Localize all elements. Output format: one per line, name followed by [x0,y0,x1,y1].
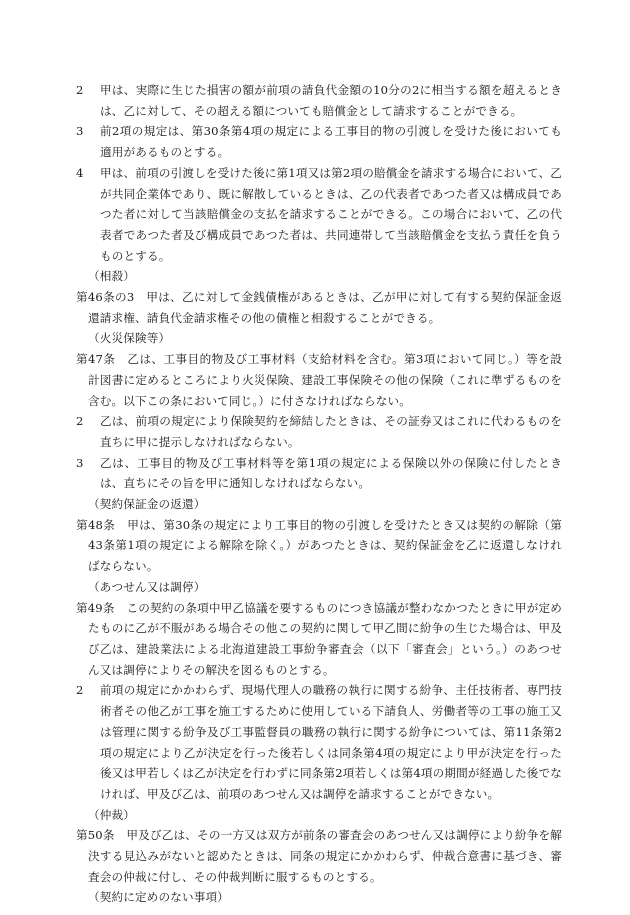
paragraph-number: 3 [76,124,84,139]
article-text: 甲は、乙に対して金銭債権があるときは、乙が甲に対して有する契約保証金返還請求権、請負代金請求権その他の債権と相殺することができる。 [88,290,562,325]
document-body [76,80,562,908]
caption-mediation: （あつせん又は調停） [88,579,206,594]
paragraph-text: 前2項の規定は、第30条第4項の規定による工事目的物の引渡しを受けた後においても適用があるものとする。 [100,124,562,160]
paragraph-49-2 [76,680,562,804]
article-number: 第47条 [76,352,116,367]
paragraph-text: 甲は、前項の引渡しを受けた後に第1項又は第2項の賠償金を請求する場合において、乙が共同企業体であり、既に解散しているときは、乙の代表者であつた者又は構成員であつた者に対して当該賠償金の支払を請求することができる。この場合において、乙の代表者であつた者及び構成員であつた者は、共同連帯して当該賠償金を支払う責任を負うものとする。 [100,165,562,263]
caption-arbitration: （仲裁） [88,807,135,822]
article-text: この契約の条項中甲乙協議を要するものにつき協議が整わなかつたときに甲が定めたものに乙が不服がある場合その他この契約に関して甲乙間に紛争の生じた場合は、甲及び乙は、建設業法による北海道建設工事紛争審査会（以下「審査会」という。）のあつせん又は調停によりその解決を図るものとする。 [88,600,562,677]
paragraph-number: 2 [76,83,84,97]
paragraph-45-4 [76,163,562,267]
paragraph-text: 乙は、前項の規定により保険契約を締結したときは、その証券又はこれに代わるものを直ちに甲に提示しなければならない。 [100,414,562,449]
caption-undefined-matters: （契約に定めのない事項） [88,890,229,905]
paragraph-number: 2 [76,414,84,429]
caption-setoff: （相殺） [88,269,135,284]
article-number: 第48条 [76,517,116,532]
paragraph-number: 3 [76,455,84,470]
paragraph-number: 2 [76,683,84,698]
paragraph-47-2 [76,411,562,452]
paragraph-text: 甲は、実際に生じた損害の額が前項の請負代金額の10分の2に相当する額を超えるときは、乙に対して、その超える額についても賠償金として請求することができる。 [100,83,562,118]
article-50 [76,825,562,887]
article-text: 甲は、第30条の規定により工事目的物の引渡しを受けたとき又は契約の解除（第43条第1項の規定による解除を除く。）があつたときは、契約保証金を乙に返還しなければならない。 [88,517,562,574]
article-text: 甲及び乙は、その一方又は双方が前条の審査会のあつせん又は調停により紛争を解決する見込みがないと認めたときは、同条の規定にかかわらず、仲裁合意書に基づき、審査会の仲裁に付し、その仲裁判断に服するものとする。 [88,828,562,884]
article-text: 乙は、工事目的物及び工事材料（支給材料を含む。第3項において同じ。）等を設計図書に定めるところにより火災保険、建設工事保険その他の保険（これに準ずるものを含む。以下この条において同じ。）に付さなければならない。 [88,352,562,408]
paragraph-text: 前項の規定にかかわらず、現場代理人の職務の執行に関する紛争、主任技術者、専門技術者その他乙が工事を施工するために使用している下請負人、労働者等の工事の施工又は管理に関する紛争及び工事監督員の職務の執行に関する紛争については、第11条第2項の規定により乙が決定を行った後若しくは同条第4項の規定により甲が決定を行った後又は甲若しくは乙が決定を行わずに同条第2項若しくは第4項の期間が経過した後でなければ、甲及び乙は、前項のあつせん又は調停を請求することができない。 [100,683,562,801]
caption-fire-insurance: （火災保険等） [88,331,171,346]
article-49 [76,598,562,681]
paragraph-text: 乙は、工事目的物及び工事材料等を第1項の規定による保険以外の保険に付したときは、直ちにその旨を甲に通知しなければならない。 [100,455,562,491]
paragraph-47-3 [76,453,562,494]
paragraph-45-3 [76,121,562,162]
article-46-3 [76,287,562,328]
article-48 [76,515,562,577]
article-47 [76,349,562,411]
paragraph-45-2 [76,80,562,121]
article-number: 第50条 [76,828,115,843]
caption-guarantee-return: （契約保証金の返還） [88,497,206,512]
article-number: 第46条の3 [76,290,135,305]
paragraph-number: 4 [76,165,84,180]
article-number: 第49条 [76,600,115,615]
